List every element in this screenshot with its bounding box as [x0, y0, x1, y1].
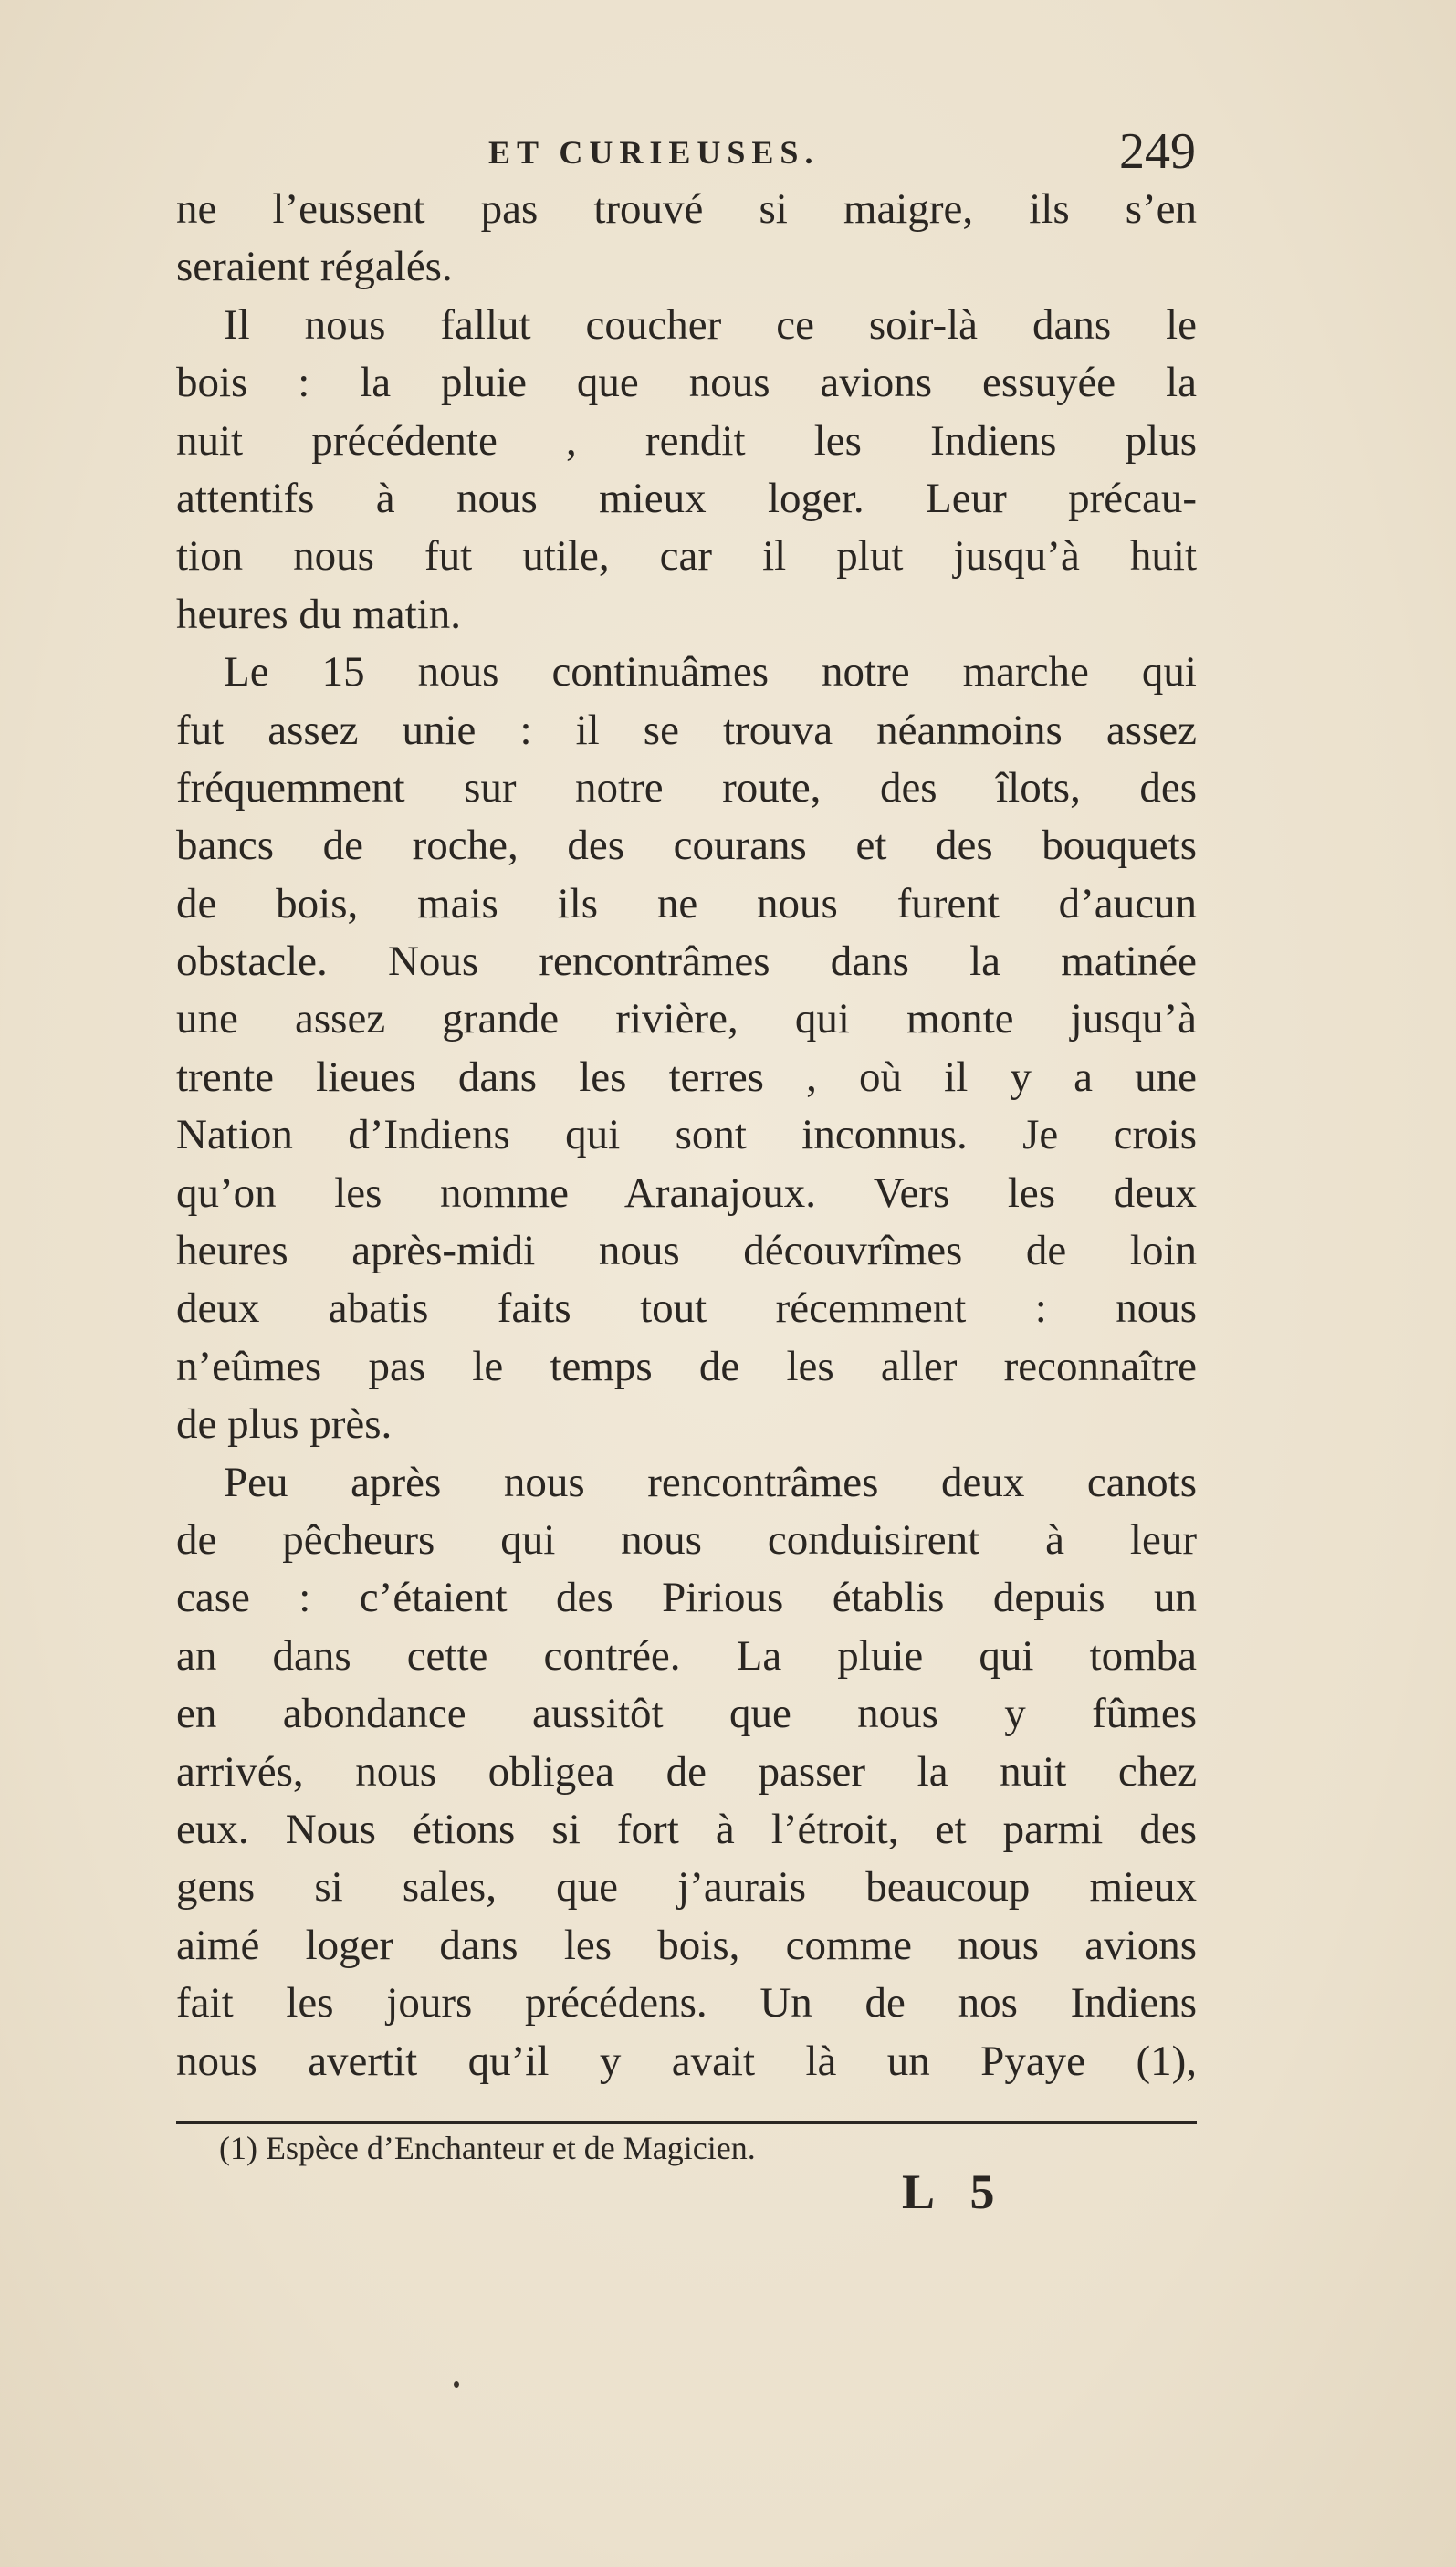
- text-line: bancs de roche, des courans et des bouquets: [176, 822, 1197, 870]
- footnote-rule: [176, 2121, 1197, 2124]
- text-line: attentifs à nous mieux loger. Leur précau-: [176, 474, 1197, 522]
- text-line: arrivés, nous obligea de passer la nuit chez: [176, 1747, 1197, 1796]
- text-line: qu’on les nomme Aranajoux. Vers les deux: [176, 1168, 1197, 1217]
- text-line: de pêcheurs qui nous conduisirent à leur: [176, 1515, 1197, 1564]
- text-line: en abondance aussitôt que nous y fûmes: [176, 1690, 1197, 1738]
- signature-mark: L 5: [902, 2164, 1008, 2219]
- text-line: case : c’étaient des Pirious établis depuis un: [176, 1574, 1197, 1622]
- text-line: Nation d’Indiens qui sont inconnus. Je crois: [176, 1111, 1197, 1159]
- text-line: de bois, mais ils ne nous furent d’aucun: [176, 879, 1197, 927]
- page-number: 249: [1119, 123, 1196, 180]
- text-line: gens si sales, que j’aurais beaucoup mieux: [176, 1863, 1197, 1912]
- text-line: nuit précédente , rendit les Indiens plus: [176, 416, 1197, 465]
- text-line: fait les jours précédens. Un de nos Indiens: [176, 1979, 1197, 2027]
- running-title: ET CURIEUSES.: [488, 134, 820, 171]
- text-line: bois : la pluie que nous avions essuyée la: [176, 359, 1197, 407]
- text-line: an dans cette contrée. La pluie qui tomba: [176, 1631, 1197, 1680]
- text-line: Peu après nous rencontrâmes deux canots: [224, 1458, 1197, 1506]
- text-line: eux. Nous étions si fort à l’étroit, et parmi des: [176, 1805, 1197, 1853]
- text-line: une assez grande rivière, qui monte jusqu’à: [176, 995, 1197, 1043]
- footnote: (1) Espèce d’Enchanteur et de Magicien.: [219, 2130, 756, 2166]
- text-line: heures du matin.: [176, 590, 461, 638]
- text-line: deux abatis faits tout récemment : nous: [176, 1284, 1197, 1333]
- text-line: fréquemment sur notre route, des îlots, des: [176, 763, 1197, 812]
- text-line: Il nous fallut coucher ce soir-là dans le: [224, 300, 1197, 349]
- text-line: Le 15 nous continuâmes notre marche qui: [224, 648, 1197, 697]
- text-line: tion nous fut utile, car il plut jusqu’à huit: [176, 532, 1197, 581]
- text-line: nous avertit qu’il y avait là un Pyaye (1),: [176, 2037, 1197, 2085]
- body-text: [176, 181, 1197, 2090]
- paper-speck: [454, 2381, 459, 2388]
- text-line: fut assez unie : il se trouva néanmoins assez: [176, 706, 1197, 754]
- text-line: n’eûmes pas le temps de les aller reconnaître: [176, 1342, 1197, 1390]
- text-line: heures après-midi nous découvrîmes de loin: [176, 1227, 1197, 1275]
- text-line: seraient régalés.: [176, 243, 453, 291]
- text-line: obstacle. Nous rencontrâmes dans la matinée: [176, 938, 1197, 986]
- text-line: ne l’eussent pas trouvé si maigre, ils s’en: [176, 185, 1197, 233]
- text-line: aimé loger dans les bois, comme nous avions: [176, 1921, 1197, 1969]
- text-line: de plus près.: [176, 1400, 393, 1449]
- text-line: trente lieues dans les terres , où il y a une: [176, 1053, 1197, 1101]
